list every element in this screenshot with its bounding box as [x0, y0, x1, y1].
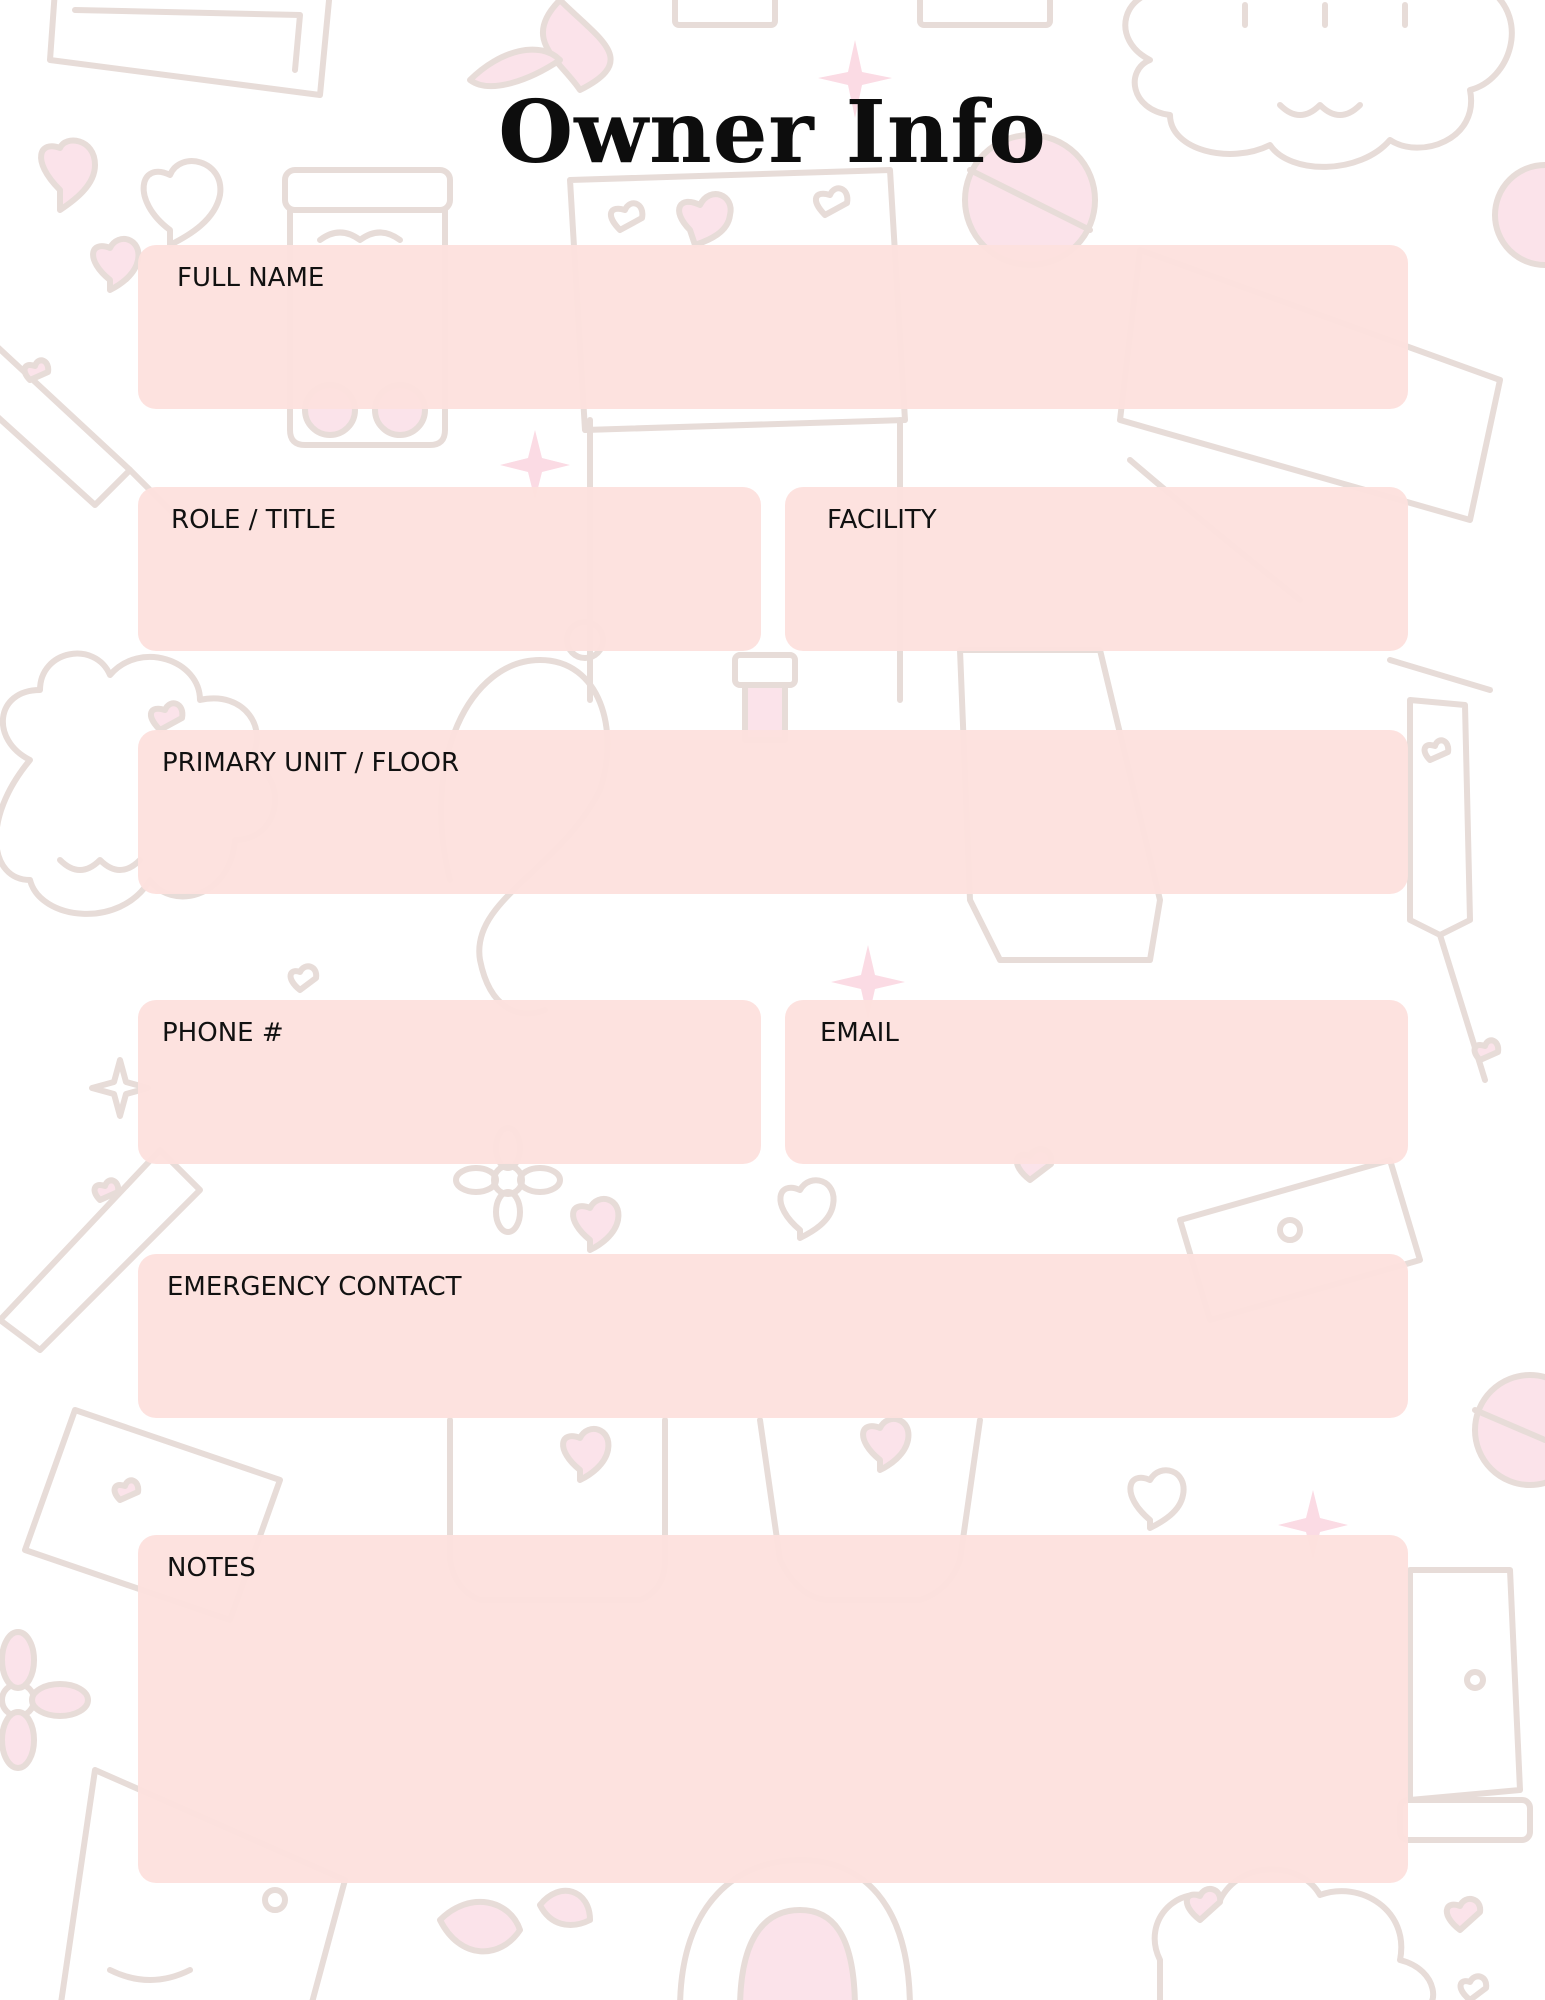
heart-icon [1461, 1976, 1487, 2000]
cloud-icon [1155, 1869, 1480, 2000]
emergency-contact-label: EMERGENCY CONTACT [167, 1272, 462, 1302]
emergency-contact-field[interactable] [138, 1254, 1408, 1418]
box-icon [920, 0, 1050, 25]
full-name-field[interactable] [138, 245, 1408, 409]
pill-bottle-icon [1400, 1570, 1530, 1840]
facility-field[interactable] [785, 487, 1408, 651]
notes-label: NOTES [167, 1553, 256, 1583]
vial-icon [735, 655, 795, 740]
phone-label: PHONE # [162, 1018, 284, 1048]
bow-icon [440, 1891, 590, 1952]
bow-icon [470, 0, 611, 90]
facility-label: FACILITY [827, 505, 937, 535]
heart-icon [1130, 1470, 1183, 1528]
box-icon [675, 0, 775, 25]
heart-icon [93, 239, 138, 290]
page-title: Owner Info [498, 82, 1047, 183]
email-label: EMAIL [820, 1018, 899, 1048]
heart-icon [291, 966, 317, 990]
full-name-label: FULL NAME [177, 263, 325, 293]
notebook-icon [50, 0, 330, 95]
heart-icon [780, 1180, 833, 1238]
primary-unit-label: PRIMARY UNIT / FLOOR [162, 748, 460, 778]
flower-icon [2, 1632, 88, 1768]
email-field[interactable] [785, 1000, 1408, 1164]
role-title-label: ROLE / TITLE [171, 505, 337, 535]
phone-field[interactable] [138, 1000, 761, 1164]
notes-field[interactable] [138, 1535, 1408, 1883]
primary-unit-field[interactable] [138, 730, 1408, 894]
pill-icon [1475, 1375, 1545, 1485]
role-title-field[interactable] [138, 487, 761, 651]
heart-icon [573, 1199, 618, 1250]
